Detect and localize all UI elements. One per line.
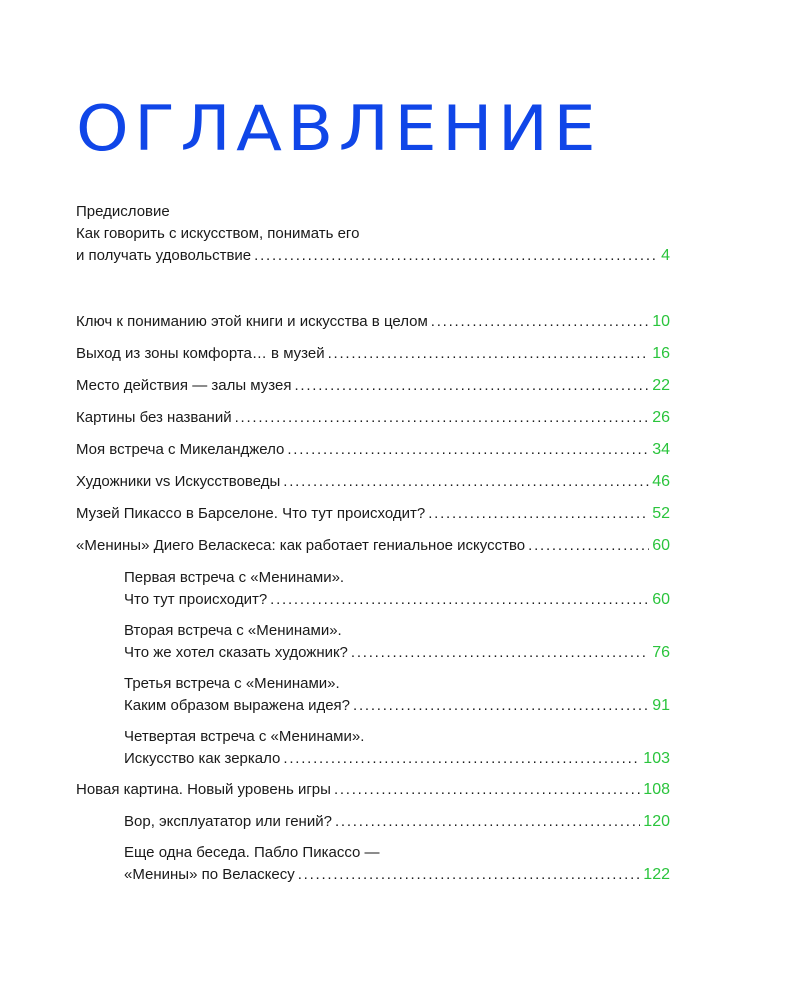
toc-subentry-title: Вор, эксплуататор или гений? xyxy=(124,813,332,830)
dot-leader xyxy=(334,779,640,801)
dot-leader xyxy=(298,864,641,886)
dot-leader xyxy=(254,245,658,267)
preface-subtitle-line1: Как говорить с искусством, понимать его xyxy=(76,225,360,242)
toc-subentry[interactable] xyxy=(76,842,670,886)
page-number: 108 xyxy=(643,781,670,798)
dot-leader xyxy=(335,811,640,833)
page-number: 16 xyxy=(652,345,670,362)
toc-entry[interactable] xyxy=(76,535,670,557)
page-number: 122 xyxy=(643,866,670,883)
dot-leader xyxy=(283,471,649,493)
page-number: 46 xyxy=(652,473,670,490)
page-number: 10 xyxy=(652,313,670,330)
page-number: 120 xyxy=(643,813,670,830)
toc-subentry-title-line2: Каким образом выражена идея? xyxy=(124,697,351,714)
dot-leader xyxy=(528,535,649,557)
toc-subentry-title-line1: Еще одна беседа. Пабло Пикассо — xyxy=(124,844,380,861)
toc-entry-title: Выход из зоны комфорта… в музей xyxy=(76,345,325,362)
toc-entry[interactable] xyxy=(76,407,670,429)
page-number: 60 xyxy=(652,591,670,608)
page-number: 91 xyxy=(652,697,670,714)
toc-entry[interactable] xyxy=(76,779,670,801)
toc-entry-title: Моя встреча с Микеланджело xyxy=(76,441,285,458)
toc-subentry-title-line2: Что же хотел сказать художник? xyxy=(124,644,348,661)
toc-entry-preface[interactable] xyxy=(76,201,670,267)
toc-entry[interactable] xyxy=(76,375,670,397)
page-number: 52 xyxy=(652,505,670,522)
preface-heading: Предисловие xyxy=(76,203,170,220)
toc-subentry-title-line1: Вторая встреча с «Менинами». xyxy=(124,622,342,639)
toc-entry[interactable] xyxy=(76,439,670,461)
dot-leader xyxy=(351,642,649,664)
page-number: 103 xyxy=(643,750,670,767)
toc-subentry[interactable] xyxy=(76,811,670,833)
toc-entry-title: Место действия — залы музея xyxy=(76,377,292,394)
page-number: 76 xyxy=(652,644,670,661)
toc-subentry[interactable] xyxy=(76,620,670,664)
toc-subentry[interactable] xyxy=(76,726,670,770)
toc-subentry-title-line1: Третья встреча с «Менинами». xyxy=(124,675,340,692)
dot-leader xyxy=(328,343,650,365)
dot-leader xyxy=(235,407,650,429)
toc-entry-title: Ключ к пониманию этой книги и искусства в целом xyxy=(76,313,428,330)
toc-subentry-title-line2: «Менины» по Веласкесу xyxy=(124,866,295,883)
dot-leader xyxy=(428,503,649,525)
toc-entry-title: «Менины» Диего Веласкеса: как работает гениальное искусство xyxy=(76,537,526,554)
preface-subtitle-line2: и получать удовольствие xyxy=(76,247,252,264)
toc-subentry-title-line2: Искусство как зеркало xyxy=(124,750,281,767)
dot-leader xyxy=(287,439,649,461)
toc-subentry-title-line2: Что тут происходит? xyxy=(124,591,268,608)
page-number: 60 xyxy=(652,537,670,554)
toc-subentry-title-line1: Первая встреча с «Менинами». xyxy=(124,569,345,586)
toc-entry-title: Новая картина. Новый уровень игры xyxy=(76,781,331,798)
toc-entry-title: Художники vs Искусствоведы xyxy=(76,473,281,490)
page-title: ОГЛАВЛЕНИЕ xyxy=(76,92,602,165)
toc-entry-title: Картины без названий xyxy=(76,409,232,426)
toc-subentry[interactable] xyxy=(76,567,670,611)
dot-leader xyxy=(431,311,649,333)
dot-leader xyxy=(353,695,649,717)
toc-entry[interactable] xyxy=(76,503,670,525)
toc-entry[interactable] xyxy=(76,311,670,333)
dot-leader xyxy=(270,589,649,611)
page-number: 34 xyxy=(652,441,670,458)
toc-subentry-title-line1: Четвертая встреча с «Менинами». xyxy=(124,728,365,745)
page-number: 22 xyxy=(652,377,670,394)
toc-entry-title: Музей Пикассо в Барселоне. Что тут происходит? xyxy=(76,505,426,522)
dot-leader xyxy=(283,748,640,770)
page-number: 26 xyxy=(652,409,670,426)
table-of-contents xyxy=(76,201,670,895)
page-number: 4 xyxy=(661,247,670,264)
toc-entry[interactable] xyxy=(76,343,670,365)
toc-subentry[interactable] xyxy=(76,673,670,717)
toc-entry[interactable] xyxy=(76,471,670,493)
dot-leader xyxy=(294,375,649,397)
